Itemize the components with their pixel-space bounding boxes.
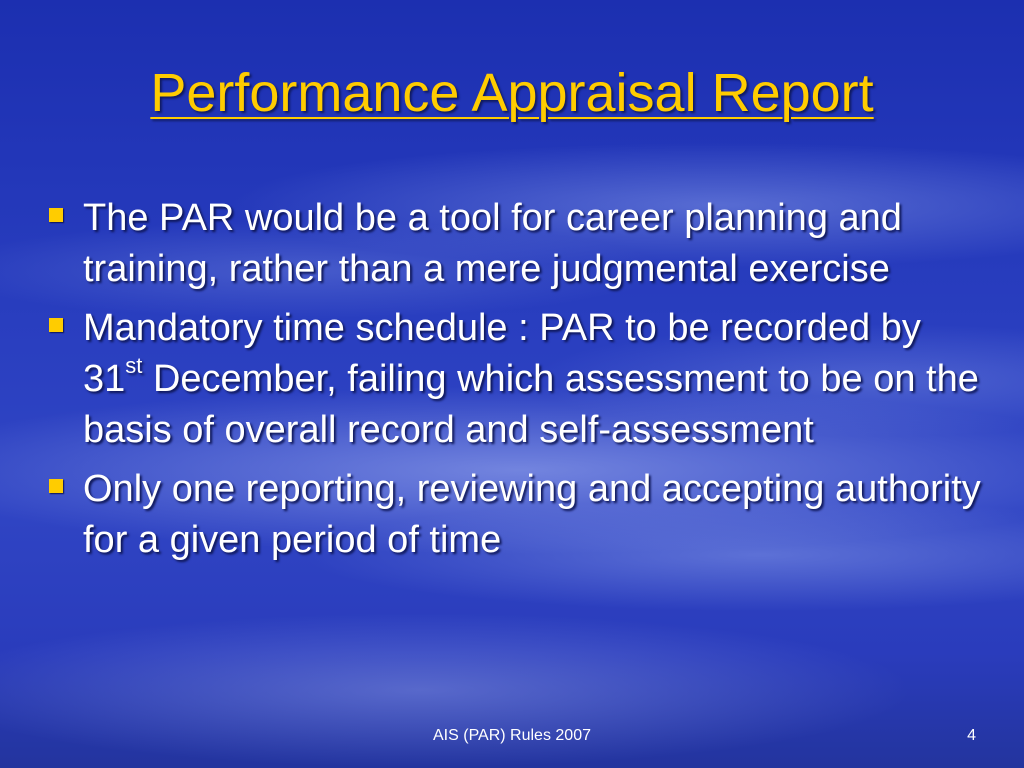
square-bullet-icon — [49, 318, 63, 332]
slide-title: Performance Appraisal Report — [150, 63, 874, 123]
square-bullet-icon — [49, 479, 63, 493]
ordinal-superscript: st — [125, 353, 143, 379]
square-bullet-icon — [49, 208, 63, 222]
bullet-item-time-schedule — [45, 303, 985, 456]
bullet-text-after: December, failing which assessment to be on the basis of overall record and self-assessment — [83, 358, 979, 451]
bullet-text: Only one reporting, reviewing and accepting authority for a given period of time — [83, 468, 981, 561]
bullet-list — [45, 193, 985, 574]
page-number: 4 — [967, 727, 976, 744]
bullet-item-career-planning — [45, 193, 985, 295]
footer-title: AIS (PAR) Rules 2007 — [433, 727, 591, 744]
bullet-text: The PAR would be a tool for career planning and training, rather than a mere judgmental exercise — [83, 197, 902, 290]
bullet-text-before: Mandatory time schedule : PAR to be recorded by 31 — [83, 307, 921, 400]
bullet-item-authority — [45, 464, 985, 566]
